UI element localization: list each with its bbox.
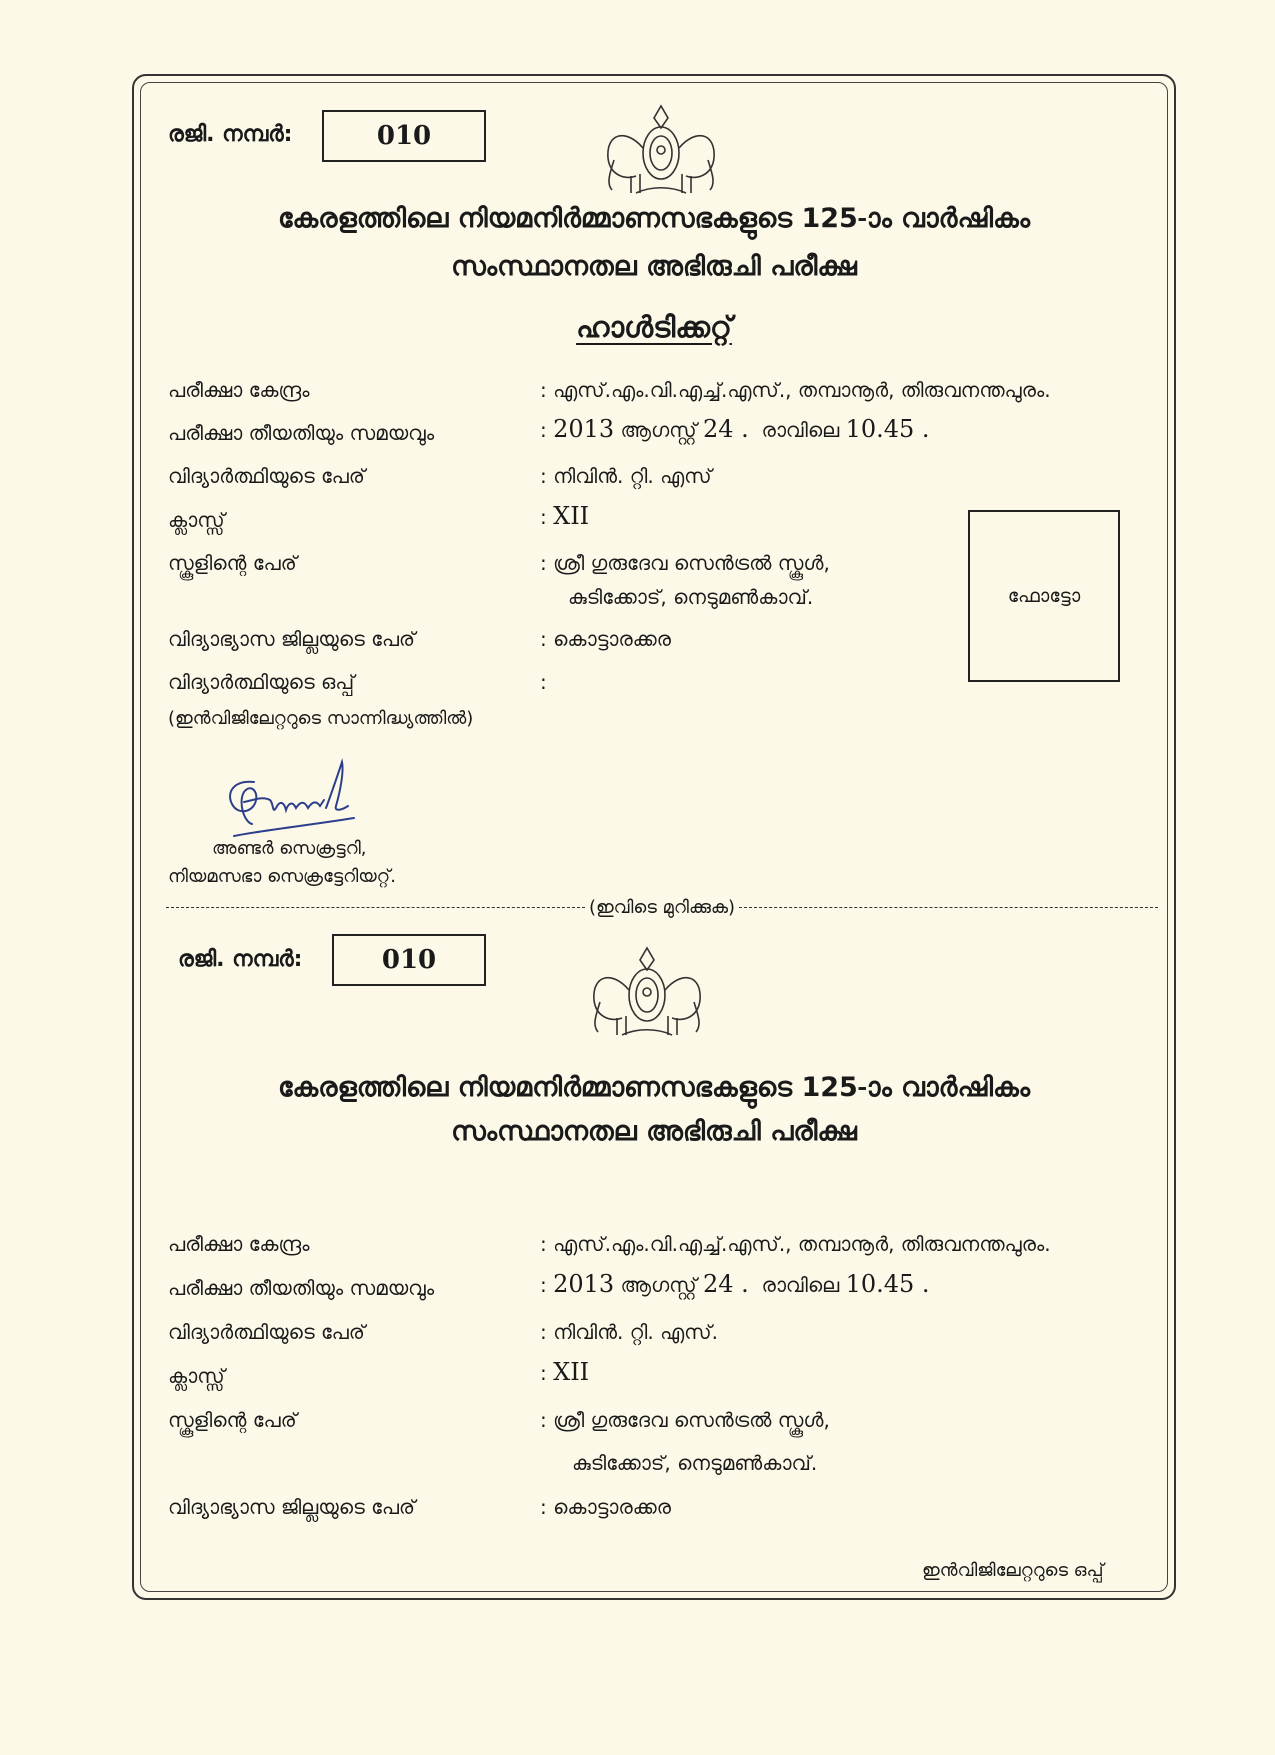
counterfoil-value-school-name: : ശ്രീ ഗുരുദേവ സെൻട്രൽ സ്കൂൾ,	[540, 1408, 830, 1432]
counterfoil-label-class: ക്ലാസ്സ്	[168, 1364, 225, 1388]
invigilator-signature-label: ഇൻവിജിലേറ്ററുടെ ഒപ്പ്	[922, 1560, 1104, 1581]
counterfoil-label-edu-district: വിദ്യാഭ്യാസ ജില്ലയുടെ പേര്	[168, 1495, 416, 1519]
counterfoil-value-exam-centre: : എസ്.എം.വി.എച്ച്.എസ്., തമ്പാനൂർ, തിരുവനന്തപുരം.	[540, 1232, 1051, 1256]
counterfoil-label-school-name: സ്കൂളിന്റെ പേര്	[168, 1408, 297, 1432]
field-value-edu-district: : കൊട്ടാരക്കര	[540, 627, 671, 651]
kerala-emblem-icon	[596, 98, 726, 198]
field-value-student-signature: :	[540, 670, 547, 694]
counterfoil-reg-number-label: രജി. നമ്പർ:	[178, 947, 303, 972]
counterfoil-value-edu-district: : കൊട്ടാരക്കര	[540, 1495, 671, 1519]
hall-ticket-heading: ഹാൾടിക്കറ്റ്	[576, 310, 732, 344]
counterfoil-kerala-emblem-icon	[582, 940, 712, 1040]
field-label-school-name: സ്കൂളിന്റെ പേര്	[168, 551, 297, 575]
photo-label: ഫോട്ടോ	[1007, 585, 1081, 607]
counterfoil-label-exam-centre: പരീക്ഷാ കേന്ദ്രം	[168, 1232, 310, 1256]
field-value-exam-centre: : എസ്.എം.വി.എച്ച്.എസ്., തമ്പാനൂർ, തിരുവനന്തപുരം.	[540, 378, 1051, 402]
field-label-edu-district: വിദ്യാഭ്യാസ ജില്ലയുടെ പേര്	[168, 627, 416, 651]
counterfoil-title-line2: സംസ്ഥാനതല അഭിരുചി പരീക്ഷ	[451, 1116, 857, 1147]
invigilator-presence-note: (ഇൻവിജിലേറ്ററുടെ സാന്നിദ്ധ്യത്തിൽ)	[168, 708, 474, 729]
field-value-school-address: കുടിക്കോട്, നെടുമൺകാവ്.	[568, 585, 814, 609]
reg-number-label: രജി. നമ്പർ:	[168, 122, 293, 147]
field-label-student-signature: വിദ്യാർത്ഥിയുടെ ഒപ്പ്	[168, 670, 355, 694]
signature-icon	[214, 752, 374, 844]
field-label-class: ക്ലാസ്സ്	[168, 508, 225, 532]
cut-here-label: (ഇവിടെ മുറിക്കുക)	[588, 896, 736, 918]
counterfoil-value-class: : XII	[540, 1358, 590, 1386]
field-value-class: : XII	[540, 502, 590, 530]
counterfoil-label-student-name: വിദ്യാർത്ഥിയുടെ പേര്	[168, 1320, 365, 1344]
photo-box	[968, 510, 1120, 682]
signatory-office: നിയമസഭാ സെക്രട്ടേറിയറ്റ്.	[168, 866, 396, 887]
cut-line	[166, 895, 1158, 919]
exam-title-line2: സംസ്ഥാനതല അഭിരുചി പരീക്ഷ	[451, 251, 857, 282]
reg-number-box: 010	[322, 110, 486, 162]
counterfoil-value-student-name: : നിവിൻ. റ്റി. എസ്.	[540, 1320, 718, 1344]
signatory-designation: അണ്ടർ സെക്രട്ടറി,	[212, 838, 367, 859]
counterfoil-reg-number-box: 010	[332, 934, 486, 986]
counterfoil-label-exam-datetime: പരീക്ഷാ തീയതിയും സമയവും	[168, 1276, 435, 1300]
counterfoil-title-line1: കേരളത്തിലെ നിയമനിർമ്മാണസഭകളുടെ 125-ാം വാർഷികം	[277, 1072, 1031, 1103]
field-label-student-name: വിദ്യാർത്ഥിയുടെ പേര്	[168, 464, 365, 488]
field-label-exam-datetime: പരീക്ഷാ തീയതിയും സമയവും	[168, 421, 435, 445]
field-value-student-name: : നിവിൻ. റ്റി. എസ്	[540, 464, 712, 488]
counterfoil-value-school-address: കുടിക്കോട്, നെടുമൺകാവ്.	[572, 1451, 818, 1475]
counterfoil-value-exam-datetime: : 2013 ആഗസ്റ്റ് 24 . രാവിലെ 10.45 .	[540, 1270, 930, 1298]
field-label-exam-centre: പരീക്ഷാ കേന്ദ്രം	[168, 378, 310, 402]
exam-title-line1: കേരളത്തിലെ നിയമനിർമ്മാണസഭകളുടെ 125-ാം വാർഷികം	[277, 203, 1031, 234]
field-value-school-name: : ശ്രീ ഗുരുദേവ സെൻട്രൽ സ്കൂൾ,	[540, 551, 830, 575]
field-value-exam-datetime: : 2013 ആഗസ്റ്റ് 24 . രാവിലെ 10.45 .	[540, 415, 930, 443]
